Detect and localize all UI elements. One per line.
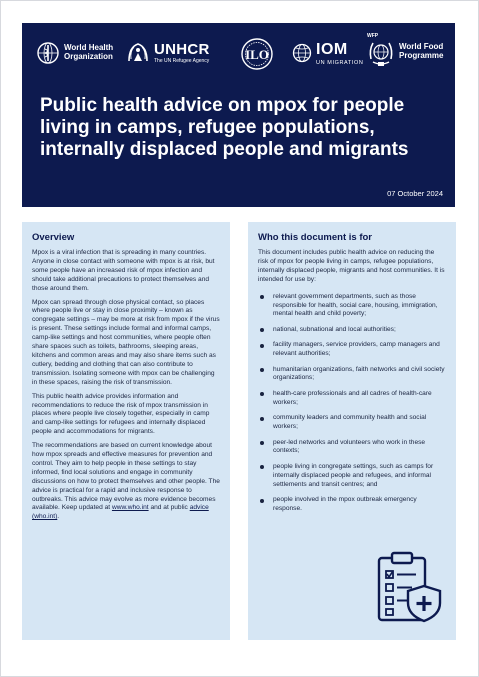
audience-intro: This document includes public health advice on reducing the risk of mpox for people living in camps, refugee populations, internally displaced people, migrants and host communities. It is intended for use by:: [258, 249, 445, 283]
audience-panel: [248, 222, 456, 640]
overview-paragraph-2: Mpox can spread through close physical contact, so places where people live or stay in close proximity – known as congregate settings – may be more at risk from mpox if the virus is present. These settings include formal and informal camps, camp-like settings and host communities, where people often share spaces such as toilets, bathrooms, sleeping areas, kitchens and common areas and may also share items such as cutlery, bedding and clothing that can also contribute to transmission. Isolating someone with mpox can be challenging in these spaces, raising the risk of transmission.: [32, 298, 220, 386]
list-item: peer-led networks and volunteers who work in these contexts;: [258, 439, 446, 457]
who-website-link[interactable]: www.who.int: [111, 504, 149, 512]
wfp-logo: [367, 33, 453, 67]
public-advice-link[interactable]: advice (who.int): [32, 504, 209, 521]
clipboard-shield-icon: [376, 550, 444, 624]
wfp-name: World Food Programme: [399, 42, 444, 60]
ilo-logo: [240, 37, 274, 71]
who-logo: [36, 41, 122, 65]
list-item: humanitarian organizations, faith networks and civil society organizations;: [258, 366, 446, 384]
unhcr-emblem-icon: [126, 41, 150, 65]
overview-panel: [22, 222, 230, 640]
list-item: health-care professionals and all cadres of health-care workers;: [258, 390, 446, 408]
overview-heading: Overview: [32, 232, 75, 243]
overview-paragraph-3: This public health advice provides information and recommendations to reduce the risk of mpox transmission in places where people live closely together, especially in camp and camp-like settings for refugees and internally displaced people and accommodations for migrants.: [32, 392, 210, 436]
list-item: community leaders and community health and social workers;: [258, 414, 446, 432]
unhcr-logo: [126, 41, 210, 65]
list-item: people involved in the mpox outbreak emergency response.: [258, 496, 446, 514]
svg-text:ILO: ILO: [245, 47, 269, 62]
unhcr-name: UNHCR: [154, 40, 210, 58]
list-item: relevant government departments, such as those responsible for health, social care, housing, immigration, mental health and child poverty;: [258, 293, 446, 320]
wfp-abbr: WFP: [367, 33, 379, 39]
document-title: Public health advice on mpox for people living in camps, refugee populations, internally displaced people and migrants: [40, 95, 409, 160]
who-emblem-icon: [36, 41, 60, 65]
audience-heading: Who this document is for: [258, 232, 372, 243]
list-item: national, subnational and local authorities;: [258, 326, 446, 335]
overview-paragraph-4: The recommendations are based on current knowledge about how mpox spreads and effective measures for prevention and control. They aim to help people in these settings to stay informed, find local solutions and engage in community discussions on how to protect themselves and other people. The advice is practical for a rapid and inclusive response to outbreaks. This advice may evolve as more evidence becomes available. Keep updated at www.who.int and at public advice (who.int).: [32, 442, 220, 521]
publication-date: 07 October 2024: [387, 189, 443, 198]
list-item: facility managers, service providers, camp managers and relevant authorities;: [258, 341, 446, 359]
iom-name: IOM: [316, 41, 348, 58]
wfp-emblem-icon: [367, 37, 395, 67]
header-banner: [22, 23, 455, 207]
overview-paragraph-1: Mpox is a viral infection that is spreading in many countries. Anyone in close contact with someone with mpox is at risk, but some people have an increased risk of mpox infection and should take additional precautions to protect themselves and those around them.: [32, 249, 215, 292]
iom-emblem-icon: [292, 43, 312, 63]
list-item: people living in congregate settings, such as camps for internally displaced people and refugees, and informal settlements and transit centres; and: [258, 463, 446, 490]
partner-logos: [22, 23, 455, 87]
audience-list: [258, 293, 446, 514]
ilo-emblem-icon: [240, 37, 274, 71]
iom-tagline: UN MIGRATION: [316, 59, 364, 66]
unhcr-tagline: The UN Refugee Agency: [154, 58, 210, 64]
iom-logo: [292, 41, 363, 66]
who-logo-text: World Health Organization: [64, 43, 114, 61]
